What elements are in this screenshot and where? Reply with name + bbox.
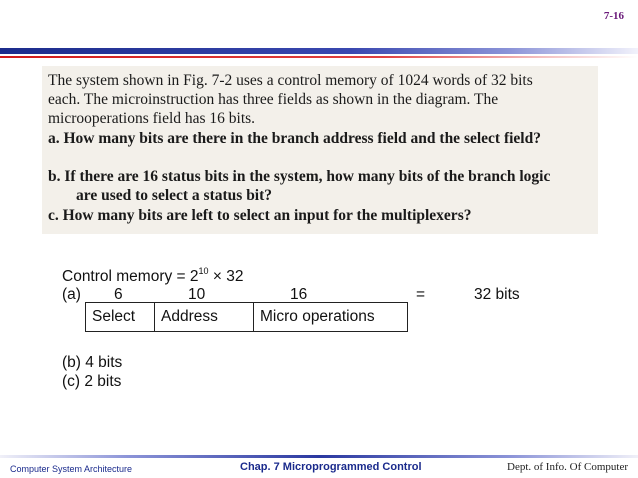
question-b: b. If there are 16 status bits in the system, how many bits of the branch logic — [48, 168, 551, 185]
cm-suffix: × 32 — [208, 268, 244, 285]
cm-prefix: Control memory = 2 — [62, 268, 199, 285]
header-rule-blue — [0, 48, 638, 54]
bits-select: 6 — [114, 286, 123, 303]
footer-rule — [0, 455, 638, 458]
control-memory-line — [62, 266, 243, 286]
answer-a-label: (a) — [62, 286, 81, 303]
problem-statement — [42, 66, 598, 234]
problem-line: microoperations field has 16 bits. — [48, 110, 256, 127]
question-a: a. How many bits are there in the branch address field and the select field? — [48, 130, 541, 147]
total-bits: 32 bits — [474, 286, 520, 303]
field-address: Address — [155, 303, 254, 332]
question-c: c. How many bits are left to select an input for the multiplexers? — [48, 207, 472, 224]
field-select: Select — [86, 303, 155, 332]
question-b-cont: are used to select a status bit? — [76, 187, 273, 204]
problem-line: The system shown in Fig. 7-2 uses a control memory of 1024 words of 32 bits — [48, 72, 533, 89]
equals-sign: = — [416, 286, 426, 303]
field-microops: Micro operations — [254, 303, 408, 332]
page-number: 7-16 — [603, 10, 624, 22]
bits-address: 10 — [188, 286, 206, 303]
microinstruction-format — [85, 302, 408, 332]
problem-line: each. The microinstruction has three fields as shown in the diagram. The — [48, 91, 499, 108]
answer-b: (b) 4 bits — [62, 354, 123, 371]
header-rule-red — [0, 56, 638, 58]
cm-exponent: 10 — [198, 266, 209, 276]
footer-dept: Dept. of Info. Of Computer — [507, 461, 628, 473]
answer-c: (c) 2 bits — [62, 373, 122, 390]
bits-microops: 16 — [290, 286, 308, 303]
footer-course: Computer System Architecture — [10, 464, 133, 474]
footer-chapter: Chap. 7 Microprogrammed Control — [240, 461, 422, 473]
